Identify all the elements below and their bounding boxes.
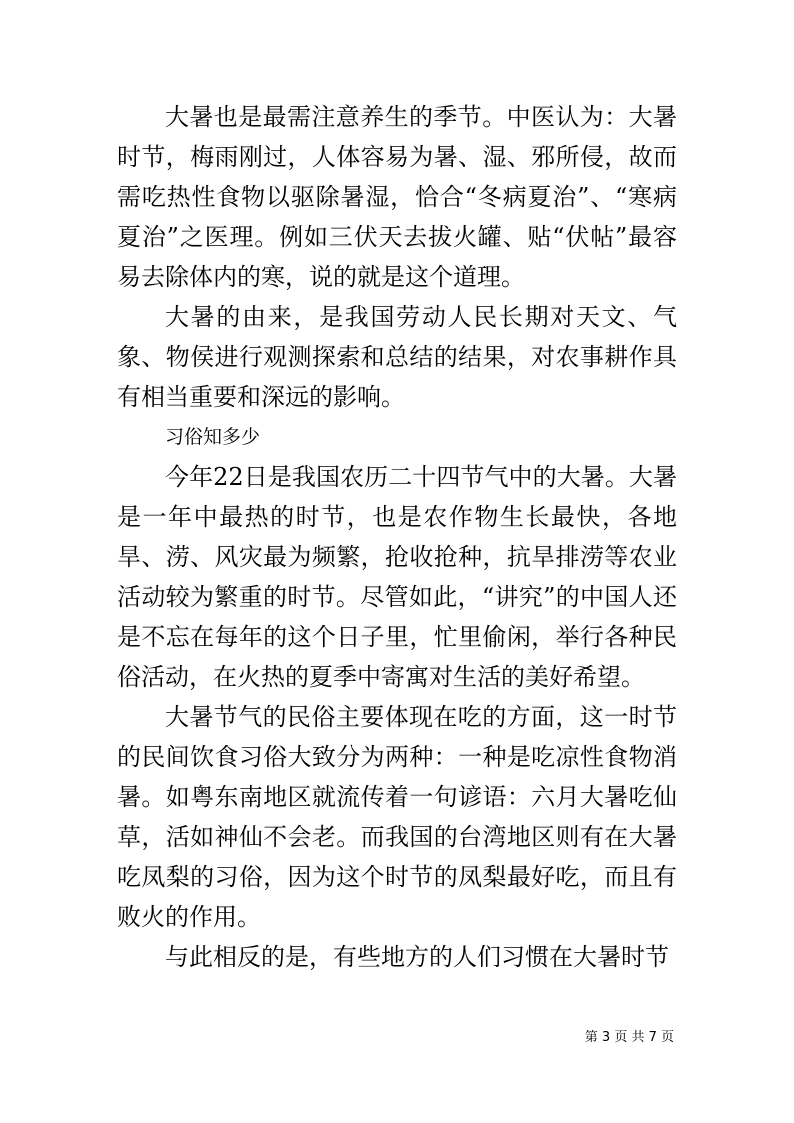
paragraph-contrast: 与此相反的是，有些地方的人们习惯在大暑时节 bbox=[165, 943, 669, 971]
document-body bbox=[117, 97, 677, 977]
paragraph-health: 大暑也是最需注意养生的季节。中医认为：大暑时节，梅雨刚过，人体容易为暑、湿、邪所侵，故而需吃热性食物以驱除暑湿，恰合“冬病夏治”、“寒病夏治”之医理。例如三伏天去拔火罐、贴“伏帖”最容易去除体内的寒，说的就是这个道理。 bbox=[117, 103, 677, 291]
section-heading: 习俗知多少 bbox=[165, 426, 261, 448]
page-number-footer: 第 3 页 共 7 页 bbox=[584, 1030, 674, 1045]
paragraph-origin: 大暑的由来，是我国劳动人民长期对天文、气象、物侯进行观测探索和总结的结果，对农事耕作具有相当重要和深远的影响。 bbox=[117, 303, 677, 411]
paragraph-customs-intro: 今年22日是我国农历二十四节气中的大暑。大暑是一年中最热的时节，也是农作物生长最快，各地旱、涝、风灾最为频繁，抢收抢种，抗旱排涝等农业活动较为繁重的时节。尽管如此，“讲究”的中国人还是不忘在每年的这个日子里，忙里偷闲，举行各种民俗活动，在火热的夏季中寄寓对生活的美好希望。 bbox=[117, 463, 677, 691]
paragraph-food-customs: 大暑节气的民俗主要体现在吃的方面，这一时节的民间饮食习俗大致分为两种：一种是吃凉性食物消暑。如粤东南地区就流传着一句谚语：六月大暑吃仙草，活如神仙不会老。而我国的台湾地区则有在大暑吃凤梨的习俗，因为这个时节的凤梨最好吃，而且有败火的作用。 bbox=[117, 703, 677, 931]
